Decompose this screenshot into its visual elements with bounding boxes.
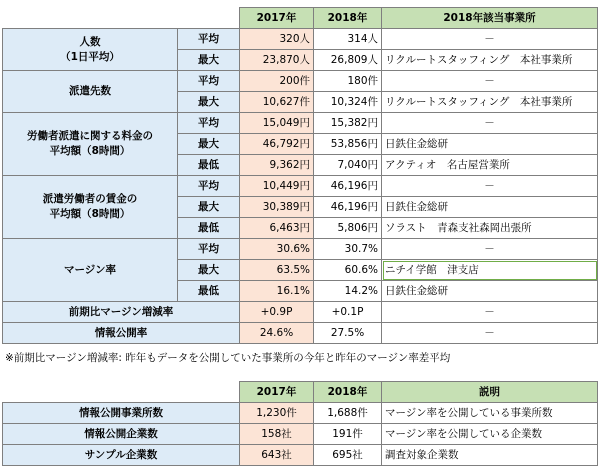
value-2017: +0.9P <box>240 302 314 323</box>
value-2017: 10,449円 <box>240 176 314 197</box>
description-cell: 調査対象企業数 <box>382 445 598 466</box>
description-cell: マージン率を公開している事業所数 <box>382 403 598 424</box>
office-cell: － <box>382 113 598 134</box>
office-cell: リクルートスタッフィング 本社事業所 <box>382 92 598 113</box>
value-2018: 191件 <box>314 424 382 445</box>
value-2018: 27.5% <box>314 323 382 344</box>
table-row <box>3 71 598 92</box>
office-cell: 日鉄住金総研 <box>382 281 598 302</box>
row-sub: 最低 <box>178 155 240 176</box>
row-label-margin-change: 前期比マージン増減率 <box>3 302 240 323</box>
row-label-wage: 派遣労働者の賃金の 平均額（8時間） <box>3 176 178 239</box>
header-2017: 2017年 <box>240 8 314 29</box>
value-2018: 314人 <box>314 29 382 50</box>
value-2018: 695社 <box>314 445 382 466</box>
row-label: サンプル企業数 <box>3 445 240 466</box>
value-2017: 24.6% <box>240 323 314 344</box>
value-2017: 6,463円 <box>240 218 314 239</box>
office-cell-selected[interactable]: ニチイ学館 津支店 <box>382 260 598 281</box>
row-sub: 最低 <box>178 281 240 302</box>
value-2018: 10,324件 <box>314 92 382 113</box>
value-2018: 7,040円 <box>314 155 382 176</box>
row-label-headcount: 人数 （1日平均） <box>3 29 178 71</box>
footnote: ※前期比マージン増減率: 昨年もデータを公開していた事業所の今年と昨年のマージン率差平均 <box>5 352 451 364</box>
table-row <box>3 424 598 445</box>
office-cell: ソラスト 青森支社森岡出張所 <box>382 218 598 239</box>
table-row <box>3 113 598 134</box>
table-header-row <box>3 8 598 29</box>
header-2018: 2018年 <box>314 8 382 29</box>
value-2018: 60.6% <box>314 260 382 281</box>
value-2017: 10,627件 <box>240 92 314 113</box>
row-sub: 最大 <box>178 134 240 155</box>
row-sub: 平均 <box>178 176 240 197</box>
value-2018: 180件 <box>314 71 382 92</box>
office-cell: － <box>382 29 598 50</box>
table-row <box>3 323 598 344</box>
value-2018: 5,806円 <box>314 218 382 239</box>
value-2018: 53,856円 <box>314 134 382 155</box>
value-2017: 30,389円 <box>240 197 314 218</box>
row-label: 情報公開事業所数 <box>3 403 240 424</box>
header-2017: 2017年 <box>240 382 314 403</box>
value-2017: 63.5% <box>240 260 314 281</box>
summary-table <box>2 381 598 466</box>
value-2017: 16.1% <box>240 281 314 302</box>
header-description: 説明 <box>382 382 598 403</box>
value-2018: 1,688件 <box>314 403 382 424</box>
table-header-row <box>3 382 598 403</box>
row-sub: 平均 <box>178 71 240 92</box>
table-row <box>3 239 598 260</box>
row-sub: 最低 <box>178 218 240 239</box>
office-cell: － <box>382 176 598 197</box>
row-label-margin: マージン率 <box>3 239 178 302</box>
description-cell: マージン率を公開している企業数 <box>382 424 598 445</box>
row-sub: 最大 <box>178 260 240 281</box>
row-sub: 最大 <box>178 50 240 71</box>
office-cell: － <box>382 323 598 344</box>
office-cell: 日鉄住金総研 <box>382 197 598 218</box>
value-2018: 26,809人 <box>314 50 382 71</box>
value-2017: 643社 <box>240 445 314 466</box>
header-blank <box>3 8 240 29</box>
value-2017: 30.6% <box>240 239 314 260</box>
row-label: 情報公開企業数 <box>3 424 240 445</box>
value-2018: +0.1P <box>314 302 382 323</box>
table-row <box>3 445 598 466</box>
table-row <box>3 29 598 50</box>
value-2018: 30.7% <box>314 239 382 260</box>
office-cell: － <box>382 239 598 260</box>
value-2017: 9,362円 <box>240 155 314 176</box>
value-2018: 15,382円 <box>314 113 382 134</box>
office-cell: － <box>382 302 598 323</box>
header-office: 2018年該当事業所 <box>382 8 598 29</box>
row-sub: 平均 <box>178 113 240 134</box>
value-2018: 46,196円 <box>314 176 382 197</box>
office-cell: リクルートスタッフィング 本社事業所 <box>382 50 598 71</box>
office-cell: － <box>382 71 598 92</box>
value-2017: 46,792円 <box>240 134 314 155</box>
main-stats-table <box>2 7 598 344</box>
row-label-clients: 派遣先数 <box>3 71 178 113</box>
row-label-fee: 労働者派遣に関する料金の 平均額（8時間） <box>3 113 178 176</box>
table-row <box>3 302 598 323</box>
row-label-disclosure-rate: 情報公開率 <box>3 323 240 344</box>
value-2017: 158社 <box>240 424 314 445</box>
office-cell: 日鉄住金総研 <box>382 134 598 155</box>
header-blank <box>3 382 240 403</box>
value-2017: 1,230件 <box>240 403 314 424</box>
value-2017: 320人 <box>240 29 314 50</box>
row-sub: 平均 <box>178 29 240 50</box>
value-2017: 15,049円 <box>240 113 314 134</box>
value-2017: 200件 <box>240 71 314 92</box>
table-row <box>3 176 598 197</box>
value-2017: 23,870人 <box>240 50 314 71</box>
header-2018: 2018年 <box>314 382 382 403</box>
table-row <box>3 403 598 424</box>
value-2018: 46,196円 <box>314 197 382 218</box>
row-sub: 最大 <box>178 197 240 218</box>
row-sub: 平均 <box>178 239 240 260</box>
office-cell: アクティオ 名古屋営業所 <box>382 155 598 176</box>
value-2018: 14.2% <box>314 281 382 302</box>
row-sub: 最大 <box>178 92 240 113</box>
